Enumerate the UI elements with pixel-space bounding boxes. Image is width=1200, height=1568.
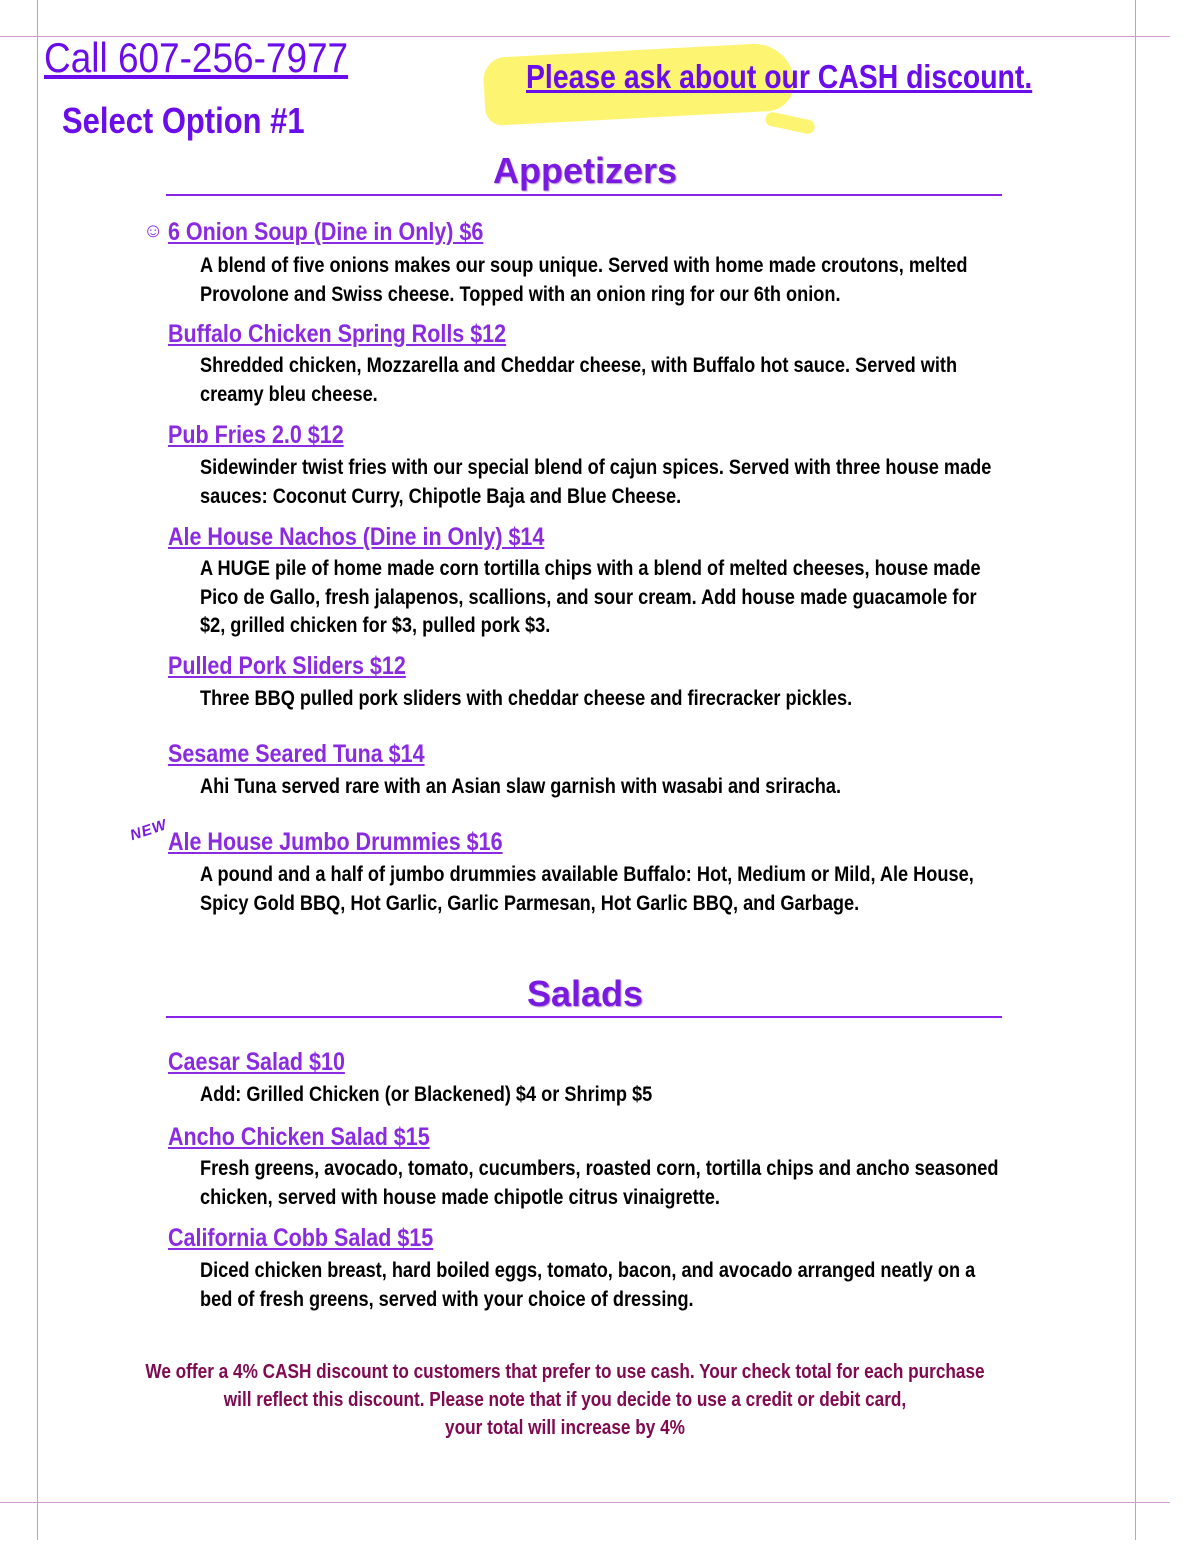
highlighter-smudge bbox=[764, 111, 816, 135]
item-title-pub-fries: Pub Fries 2.0 $12 bbox=[168, 421, 344, 449]
footer-line-2: will reflect this discount. Please note that if you decide to use a credit or debit card, bbox=[223, 1389, 907, 1411]
item-desc-onion-soup: A blend of five onions makes our soup unique. Served with home made croutons, melted Provolone and Swiss cheese. Topped with an onion ring for our 6th onion. bbox=[200, 254, 968, 306]
item-desc-ancho-chicken: Fresh greens, avocado, tomato, cucumbers, roasted corn, tortilla chips and ancho seasoned chicken, served with house made chipotle citrus vinaigrette. bbox=[200, 1157, 999, 1209]
footer-line-3: your total will increase by 4% bbox=[445, 1417, 685, 1439]
item-desc-nachos: A HUGE pile of home made corn tortilla chips with a blend of melted cheeses, house made Pico de Gallo, fresh jalapenos, scallions, and sour cream. Add house made guacamole for $2, grilled chicken for $3, pulled pork $3. bbox=[200, 557, 981, 637]
phone-number[interactable]: Call 607-256-7977 bbox=[44, 34, 349, 81]
appetizers-heading: Appetizers bbox=[492, 150, 678, 191]
item-desc-cobb: Diced chicken breast, hard boiled eggs, tomato, bacon, and avocado arranged neatly on a bed of fresh greens, served with your choice of dressing. bbox=[200, 1259, 976, 1311]
appetizers-rule bbox=[166, 194, 1002, 196]
item-desc-caesar: Add: Grilled Chicken (or Blackened) $4 or Shrimp $5 bbox=[200, 1083, 653, 1106]
cash-discount-footer bbox=[131, 1358, 1000, 1442]
item-title-nachos: Ale House Nachos (Dine in Only) $14 bbox=[168, 523, 545, 551]
item-desc-seared-tuna: Ahi Tuna served rare with an Asian slaw garnish with wasabi and sriracha. bbox=[200, 775, 842, 798]
item-title-seared-tuna: Sesame Seared Tuna $14 bbox=[168, 740, 425, 768]
item-title-pork-sliders: Pulled Pork Sliders $12 bbox=[168, 652, 406, 680]
cash-discount-note: Please ask about our CASH discount. bbox=[526, 58, 1033, 95]
item-desc-pub-fries: Sidewinder twist fries with our special blend of cajun spices. Served with three house made sauces: Coconut Curry, Chipotle Baja and Blue Cheese. bbox=[200, 456, 992, 508]
guide-line-left bbox=[37, 0, 38, 1540]
smiley-icon: ☺ bbox=[143, 220, 164, 242]
select-option: Select Option #1 bbox=[62, 100, 305, 141]
new-badge: NEW bbox=[128, 816, 170, 845]
salads-rule bbox=[166, 1016, 1002, 1018]
item-title-drummies: Ale House Jumbo Drummies $16 bbox=[168, 828, 503, 856]
item-title-ancho-chicken: Ancho Chicken Salad $15 bbox=[168, 1123, 430, 1151]
item-title-caesar: Caesar Salad $10 bbox=[168, 1048, 345, 1076]
item-desc-pork-sliders: Three BBQ pulled pork sliders with cheddar cheese and firecracker pickles. bbox=[200, 687, 853, 710]
item-title-onion-soup: 6 Onion Soup (Dine in Only) $6 bbox=[168, 218, 484, 246]
item-desc-drummies: A pound and a half of jumbo drummies available Buffalo: Hot, Medium or Mild, Ale House, Spicy Gold BBQ, Hot Garlic, Garlic Parmesan, Hot Garlic BBQ, and Garbage. bbox=[200, 863, 974, 915]
guide-line-bottom bbox=[0, 1502, 1170, 1503]
footer-line-1: We offer a 4% CASH discount to customers that prefer to use cash. Your check total for each purchase bbox=[145, 1361, 985, 1383]
guide-line-right bbox=[1135, 0, 1136, 1540]
item-title-spring-rolls: Buffalo Chicken Spring Rolls $12 bbox=[168, 320, 507, 348]
item-title-cobb: California Cobb Salad $15 bbox=[168, 1224, 434, 1252]
salads-heading: Salads bbox=[526, 973, 644, 1014]
item-desc-spring-rolls: Shredded chicken, Mozzarella and Cheddar cheese, with Buffalo hot sauce. Served with creamy bleu cheese. bbox=[200, 354, 958, 406]
